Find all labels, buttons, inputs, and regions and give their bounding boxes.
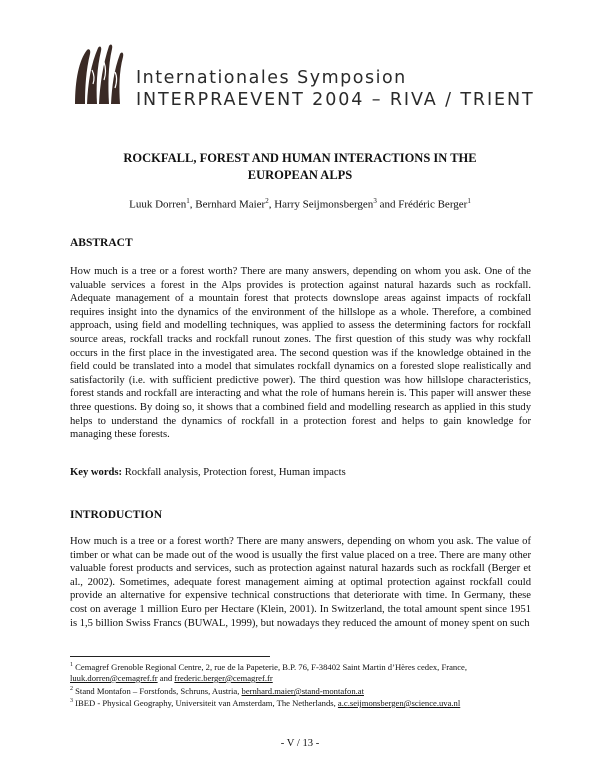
author-affiliation: 2	[265, 197, 269, 205]
author-name: Frédéric Berger	[398, 198, 468, 211]
footnote-2	[70, 684, 535, 697]
email-link[interactable]: bernhard.maier@stand-montafon.at	[241, 685, 364, 696]
page-number: - V / 13 -	[280, 738, 320, 749]
author-name: Luuk Dorren	[129, 198, 187, 211]
footnote-number: 2	[70, 686, 73, 692]
footnote-joiner: and	[157, 672, 175, 683]
keywords-text: Rockfall analysis, Protection forest, Human impacts	[122, 467, 346, 478]
conference-name: Internationales Symposion	[136, 68, 407, 88]
author-list	[70, 197, 530, 211]
author-affiliation: 1	[467, 197, 471, 205]
conference-edition: INTERPRAEVENT 2004 – RIVA / TRIENT	[136, 90, 535, 110]
author-separator: and	[376, 198, 399, 211]
title-line-1: ROCKFALL, FOREST AND HUMAN INTERACTIONS IN THE	[123, 151, 477, 165]
paper-title	[70, 150, 530, 184]
keywords	[70, 467, 346, 478]
title-line-2: EUROPEAN ALPS	[247, 168, 353, 182]
footnote-text: Cemagref Grenoble Regional Centre, 2, rue de la Papeterie, B.P. 76, F-38402 Saint Martin d’Hères cedex, France,	[73, 661, 468, 672]
abstract-text: How much is a tree or a forest worth? There are many answers, depending on whom you ask. One of the valuable services a forest in the Alps provides is protection against natural hazards such as rockfall. Adequate management of a mountain forest that protects downslope areas against impacts of rockfall requires insight into the dynamics of the environment of the hillslope as a whole. Therefore, a combined approach, using field and modelling techniques, was applied to assess the determining factors for rockfall source areas, rockfall tracks and rockfall runout zones. The first question of this study was why rockfall occurs in the first place in the investigated area. The second question was if the knowledge obtained in the field could be translated into a model that simulates rockfall dynamics on a forested slope realistically and satisfactorily (i.e. with sufficient predictive power). The third question was how hillslope characteristics, forest stands and rockfall are interacting and what the role of humans herein is. This paper will answer these three questions. By doing so, it shows that a combined field and modelling research as applied in this study helps to understand the dynamics of rockfall in a protection forest and helps to gain knowledge for managing these forests.	[70, 266, 531, 441]
footnote-divider	[70, 656, 270, 657]
author-separator: ,	[189, 198, 196, 211]
author-affiliation: 1	[186, 197, 190, 205]
email-link[interactable]: a.c.seijmonsbergen@science.uva.nl	[337, 697, 461, 708]
keywords-label: Key words:	[70, 467, 123, 478]
email-link[interactable]: frederic.berger@cemagref.fr	[174, 672, 273, 683]
footnote-number: 1	[70, 662, 73, 668]
introduction-heading: INTRODUCTION	[70, 509, 163, 521]
email-link[interactable]: luuk.dorren@cemagref.fr	[70, 672, 158, 683]
author-affiliation: 3	[373, 197, 377, 205]
introduction-text: How much is a tree or a forest worth? There are many answers, depending on whom you ask. The value of timber or what can be made out of the wood is usually the first value placed on a tree. There are many other valuable forest products and services, such as protection against natural hazards such as rockfall (Berger et al., 2002). Sometimes, adequate forest management aiming at optimal protection against rockfall could provide an alternative for expensive technical constructions that deteriorate with time. In Germany, these cost on average 1 million Euro per Hectare (Klein, 2001). In Switzerland, the total amount spent since 1951 is 1,5 billion Swiss Francs (BUWAL, 1999), but nowadays they reduced the amount of money spent on such	[70, 536, 531, 629]
author-separator: ,	[268, 198, 275, 211]
author-name: Bernhard Maier	[195, 198, 266, 211]
footnote-text: IBED - Physical Geography, Universiteit van Amsterdam, The Netherlands,	[73, 697, 338, 708]
footnote-1	[70, 660, 535, 684]
symposium-logo	[71, 40, 129, 106]
author-name: Harry Seijmonsbergen	[274, 198, 374, 211]
footnote-number: 3	[70, 698, 73, 704]
footnote-text: Stand Montafon – Forstfonds, Schruns, Austria,	[73, 685, 242, 696]
footnote-3	[70, 696, 535, 709]
abstract-heading: ABSTRACT	[70, 237, 133, 249]
